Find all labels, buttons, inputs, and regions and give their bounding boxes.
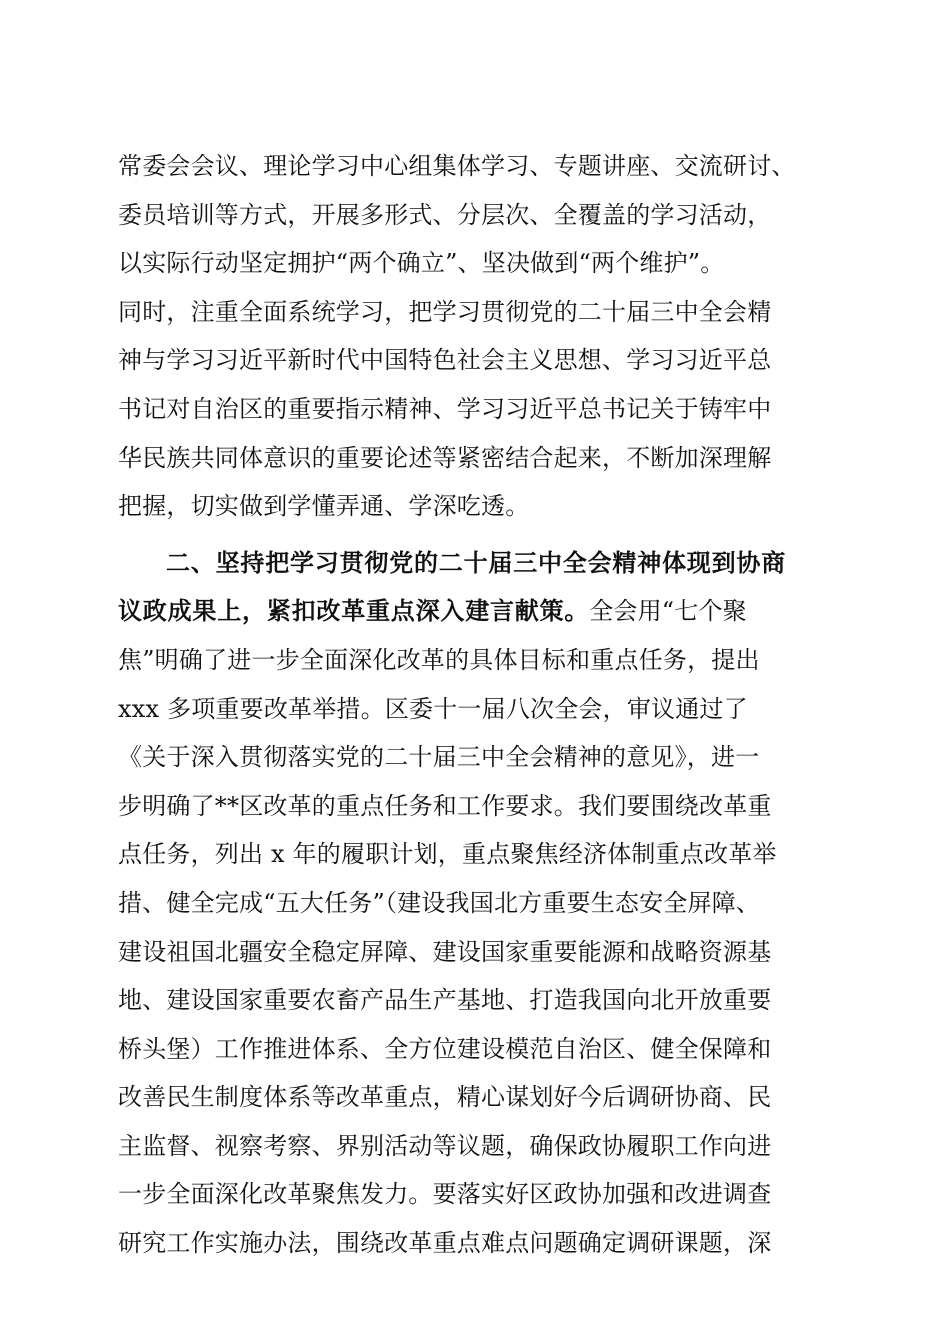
paragraph-2-line-7: 点任务，列出 x 年的履职计划，重点聚焦经济体制重点改革举	[118, 840, 777, 869]
paragraph-2-line-15: 研究工作实施办法，围绕改革重点难点问题确定调研课题，深	[118, 1229, 772, 1258]
paragraph-1-line-3: 以实际行动坚定拥护“两个确立”、坚决做到“两个维护”。	[118, 249, 725, 278]
paragraph-2-line-6: 步明确了**区改革的重点任务和工作要求。我们要围绕改革重	[118, 791, 772, 820]
paragraph-2-line-14: 一步全面深化改革聚焦发力。要落实好区政协加强和改进调查	[118, 1180, 772, 1209]
paragraph-2-line-12: 改善民生制度体系等改革重点，精心谋划好今后调研协商、民	[118, 1083, 772, 1112]
paragraph-2-line-3: 焦”明确了进一步全面深化改革的具体目标和重点任务，提出	[118, 645, 760, 674]
paragraph-1-line-8: 把握，切实做到学懂弄通、学深吃透。	[118, 492, 530, 521]
paragraph-2-line-4: xxx 多项重要改革举措。区委十一届八次全会，审议通过了	[118, 694, 748, 723]
paragraph-1-line-5: 神与学习习近平新时代中国特色社会主义思想、学习习近平总	[118, 346, 772, 375]
paragraph-2-line-5: 《关于深入贯彻落实党的二十届三中全会精神的意见》，进一	[118, 743, 760, 772]
paragraph-2-line-8: 措、健全完成“五大任务”（建设我国北方重要生态安全屏障、	[118, 888, 761, 917]
section-heading-tail: 议政成果上，紧扣改革重点深入建言献策。	[118, 597, 590, 626]
paragraph-1-line-4: 同时，注重全面系统学习，把学习贯彻党的二十届三中全会精	[118, 297, 772, 326]
paragraph-1-line-2: 委员培训等方式，开展多形式、分层次、全覆盖的学习活动，	[118, 200, 772, 229]
paragraph-2-line-13: 主监督、视察考察、界别活动等议题，确保政协履职工作向进	[118, 1131, 772, 1160]
paragraph-2-line-9: 建设祖国北疆安全稳定屏障、建设国家重要能源和战略资源基	[118, 937, 772, 966]
paragraph-1-line-7: 华民族共同体意识的重要论述等紧密结合起来，不断加深理解	[118, 443, 772, 472]
section-heading-line-1: 二、坚持把学习贯彻党的二十届三中全会精神体现到协商	[166, 548, 786, 577]
paragraph-2-line-11: 桥头堡）工作推进体系、全方位建设模范自治区、健全保障和	[118, 1034, 772, 1063]
paragraph-2-line-2-text: 全会用“七个聚	[589, 597, 747, 626]
paragraph-gap	[118, 531, 833, 539]
paragraph-2-line-10: 地、建设国家重要农畜产品生产基地、打造我国向北开放重要	[118, 986, 772, 1015]
section-heading-line-2	[118, 587, 833, 636]
paragraph-1-line-1: 常委会会议、理论学习中心组集体学习、专题讲座、交流研讨、	[118, 152, 796, 180]
paragraph-1-line-6: 书记对自治区的重要指示精神、学习习近平总书记关于铸牢中	[118, 394, 772, 423]
document-body	[118, 142, 833, 1268]
